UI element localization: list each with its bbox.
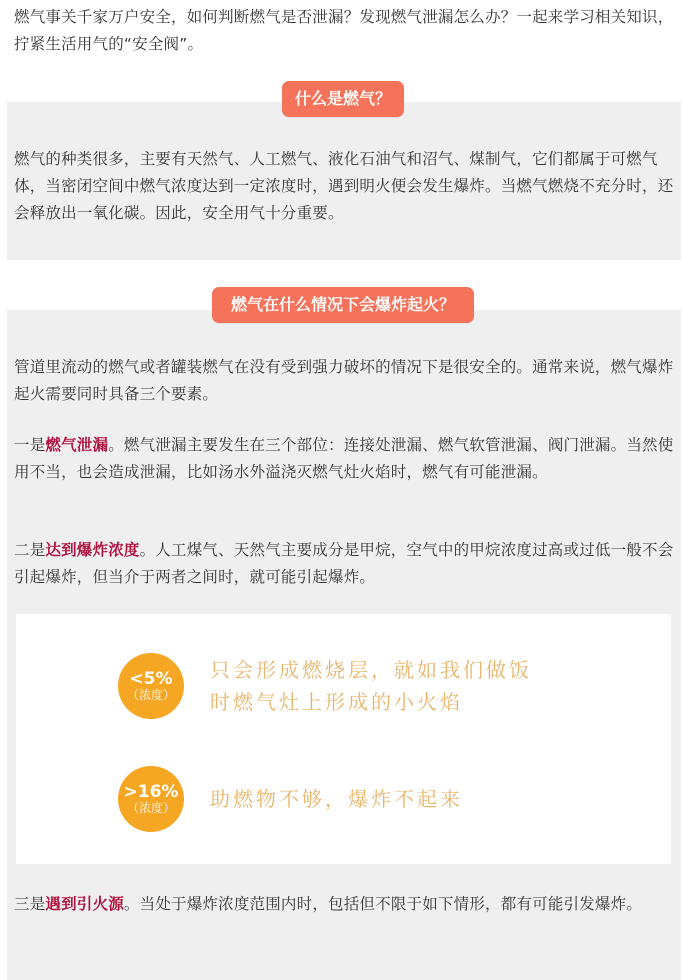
explosion-intro-paragraph: 管道里流动的燃气或者罐装燃气在没有受到强力破坏的情况下是很安全的。通常来说，燃气爆炸起火需要同时具备三个要素。 [14,358,674,403]
condition-text: 。燃气泄漏主要发生在三个部位：连接处泄漏、燃气软管泄漏、阀门泄漏。当然使用不当，也会造成泄漏，比如汤水外溢浇灭燃气灶火焰时，燃气有可能泄漏。 [14,436,674,481]
condition-highlight: 达到爆炸浓度 [45,541,140,559]
concentration-badge-low [118,653,184,719]
intro-paragraph: 燃气事关千家万户安全，如何判断燃气是否泄漏？发现燃气泄漏怎么办？一起来学习相关知识，拧紧生活用气的“安全阀”。 [14,8,674,53]
condition-prefix: 三是 [14,895,46,913]
concentration-infographic [16,614,671,864]
concentration-badge-high [118,766,184,832]
condition-explosive-concentration [14,537,674,591]
condition-text: 。当处于爆炸浓度范围内时，包括但不限于如下情形，都有可能引发爆炸。 [123,895,643,913]
condition-prefix: 二是 [14,541,46,559]
condition-highlight: 遇到引火源 [45,895,124,913]
concentration-row-high [118,764,463,834]
condition-highlight: 燃气泄漏 [45,436,109,454]
section-heading-what-is-gas: 什么是燃气？ [282,81,404,117]
condition-ignition-source [14,891,674,918]
section-body-what-is-gas: 燃气的种类很多，主要有天然气、人工燃气、液化石油气和沼气、煤制气，它们都属于可燃气体，当密闭空间中燃气浓度达到一定浓度时，遇到明火便会发生爆炸。当燃气燃烧不充分时，还会释放出一氧化碳。因此，安全用气十分重要。 [14,150,674,222]
concentration-row-low [118,651,532,721]
section-heading-explosion-conditions: 燃气在什么情况下会爆炸起火？ [212,287,474,323]
concentration-description [210,783,463,815]
condition-text: 。人工煤气、天然气主要成分是甲烷，空气中的甲烷浓度过高或过低一般不会引起爆炸，但当介于两者之间时，就可能引起爆炸。 [14,541,674,586]
concentration-unit: （浓度） [126,687,175,702]
condition-gas-leak [14,432,674,486]
description-line: 助燃物不够，爆炸不起来 [210,787,463,811]
description-line: 时燃气灶上形成的小火焰 [210,690,463,714]
condition-prefix: 一是 [14,436,46,454]
description-line: 只会形成燃烧层，就如我们做饭 [210,658,532,682]
concentration-unit: （浓度） [126,800,175,815]
concentration-value: <5% [129,669,173,690]
concentration-value: >16% [123,782,179,803]
concentration-description [210,654,532,718]
